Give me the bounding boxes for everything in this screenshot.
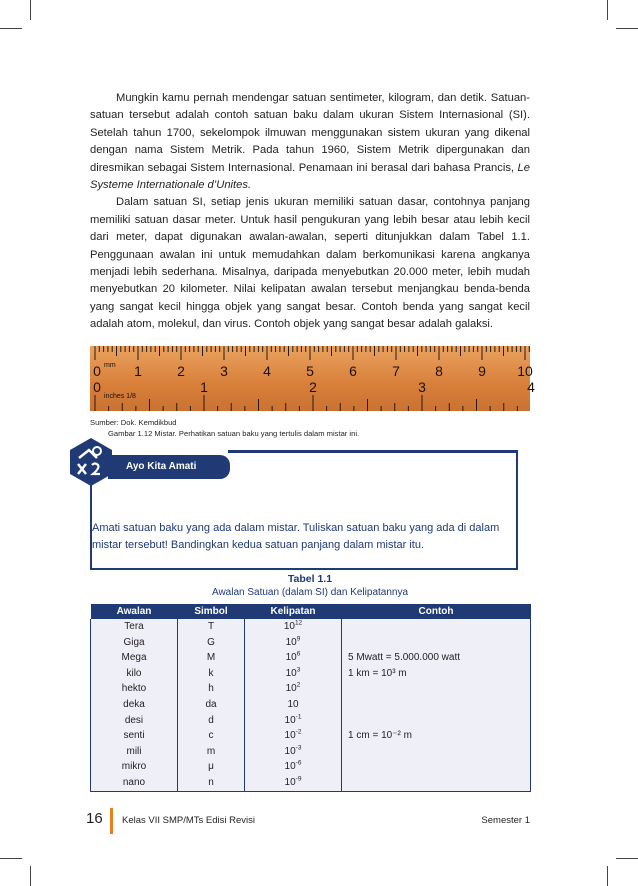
cm-label: 10 bbox=[517, 363, 533, 379]
header-awalan: Awalan bbox=[91, 604, 178, 619]
cell-prefix: senti bbox=[91, 728, 178, 744]
cell-multiple bbox=[245, 681, 342, 697]
multiple-base: 10 bbox=[285, 636, 297, 648]
table-header-row bbox=[91, 604, 531, 619]
cell-prefix: Giga bbox=[91, 635, 178, 651]
cell-example bbox=[342, 697, 531, 713]
cm-label: 6 bbox=[349, 363, 357, 379]
multiple-exponent: 2 bbox=[296, 682, 301, 690]
table-row bbox=[91, 744, 531, 760]
cm-label: 3 bbox=[220, 363, 228, 379]
multiple-exponent: 3 bbox=[296, 666, 301, 674]
book-title: Kelas VII SMP/MTs Edisi Revisi bbox=[122, 815, 256, 826]
table-row bbox=[91, 619, 531, 635]
inch-label: 3 bbox=[418, 379, 426, 395]
table-row bbox=[91, 697, 531, 713]
mm-unit-label: mm bbox=[104, 362, 116, 369]
cm-label: 8 bbox=[435, 363, 443, 379]
cell-prefix: Mega bbox=[91, 650, 178, 666]
cell-example: 5 Mwatt = 5.000.000 watt bbox=[342, 650, 531, 666]
cm-label: 0 bbox=[93, 363, 101, 379]
cm-label: 2 bbox=[177, 363, 185, 379]
page-number: 16 bbox=[86, 810, 103, 827]
paragraph-1 bbox=[90, 90, 530, 194]
cell-prefix: deka bbox=[91, 697, 178, 713]
paragraph-2: Dalam satuan SI, setiap jenis ukuran memiliki satuan dasar, contohnya panjang memiliki satuan dasar meter. Untuk hasil pengukuran yang lebih besar atau lebih kecil dari meter, dapat digunakan awalan-awalan, seperti ditunjukkan dalam Tabel 1.1. Penggunaan awalan ini untuk memudahkan dalam berkomunikasi karena angkanya menjadi lebih sederhana. Misalnya, daripada menyebutkan 20.000 meter, lebih mudah menyebutkan 20 kilometer. Nilai kelipatan awalan tersebut menjangkau benda-benda yang sangat kecil hingga objek yang sangat besar. Contoh benda yang sangat kecil adalah atom, molekul, dan virus. Contoh objek yang sangat besar adalah galaksi. bbox=[90, 196, 530, 331]
cell-multiple bbox=[245, 728, 342, 744]
crop-mark bbox=[0, 858, 22, 859]
cell-symbol: μ bbox=[178, 759, 245, 775]
multiple-base: 10 bbox=[283, 621, 295, 632]
table-row bbox=[91, 775, 531, 791]
crop-mark bbox=[616, 28, 638, 29]
magnifier-pencil-icon bbox=[67, 436, 115, 488]
inch-label: 2 bbox=[309, 379, 317, 395]
activity-text: Amati satuan baku yang ada dalam mistar. Tuliskan satuan baku yang ada di dalam mistar tersebut! Bandingkan kedua satuan panjang dalam mistar itu. bbox=[92, 522, 500, 551]
crop-mark bbox=[607, 0, 608, 20]
cell-symbol: n bbox=[178, 775, 245, 791]
multiple-base: 10 bbox=[285, 683, 297, 695]
multiple-base: 10 bbox=[284, 761, 296, 773]
cell-prefix: mikro bbox=[91, 759, 178, 775]
cell-multiple bbox=[245, 759, 342, 775]
cell-multiple bbox=[245, 744, 342, 760]
cm-label: 7 bbox=[392, 363, 400, 379]
cell-example bbox=[342, 619, 531, 635]
cm-label: 1 bbox=[134, 363, 142, 379]
cell-prefix: mili bbox=[91, 744, 178, 760]
cell-prefix: Tera bbox=[91, 619, 178, 635]
cell-prefix: nano bbox=[91, 775, 178, 791]
cell-symbol: M bbox=[178, 650, 245, 666]
cell-example: 1 km = 10³ m bbox=[342, 666, 531, 682]
cell-example bbox=[342, 713, 531, 729]
cell-prefix: kilo bbox=[91, 666, 178, 682]
body-text bbox=[90, 90, 530, 334]
crop-mark bbox=[616, 858, 638, 859]
table-row bbox=[91, 635, 531, 651]
footer-divider bbox=[110, 808, 113, 834]
cell-multiple bbox=[245, 697, 342, 713]
cell-example bbox=[342, 759, 531, 775]
multiple-exponent: 12 bbox=[294, 619, 303, 627]
ruler-photo bbox=[90, 346, 535, 411]
multiple-base: 10 bbox=[284, 714, 296, 726]
header-kelipatan: Kelipatan bbox=[245, 604, 342, 619]
multiple-exponent: -6 bbox=[295, 760, 302, 768]
cell-multiple bbox=[245, 713, 342, 729]
figure-source: Sumber: Dok. Kemdikbud bbox=[90, 418, 177, 427]
cell-symbol: T bbox=[178, 619, 245, 635]
crop-mark bbox=[30, 866, 31, 886]
cell-example bbox=[342, 744, 531, 760]
cell-multiple bbox=[245, 775, 342, 791]
cell-symbol: k bbox=[178, 666, 245, 682]
paragraph-1-text: Mungkin kamu pernah mendengar satuan sentimeter, kilogram, dan detik. Satuan-satuan tersebut adalah contoh satuan baku dalam ukuran Sistem Internasional (SI). Setelah tahun 1700, sekelompok ilmuwan menggunakan sistem ukuran yang dikenal dengan nama Sistem Metrik. Pada tahun 1960, Sistem Metrik dipergunakan dan diresmikan sebagai Sistem Internasional. Penamaan ini berasal dari bahasa Prancis, bbox=[90, 92, 530, 174]
multiple-exponent: -9 bbox=[295, 775, 302, 783]
cell-symbol: h bbox=[178, 681, 245, 697]
cell-symbol: G bbox=[178, 635, 245, 651]
paragraph-1-italic: Le Systeme Internationale d’Unites. bbox=[90, 161, 530, 192]
table-title: Awalan Satuan (dalam SI) dan Kelipatannya bbox=[211, 587, 409, 598]
activity-box-top-border bbox=[228, 450, 516, 453]
figure-caption: Gambar 1.12 Mistar. Perhatikan satuan baku yang tertulis dalam mistar ini. bbox=[108, 429, 360, 438]
crop-mark bbox=[607, 866, 608, 886]
table-row bbox=[91, 728, 531, 744]
inch-label: 1 bbox=[200, 379, 208, 395]
activity-tab: Ayo Kita Amati bbox=[108, 455, 230, 479]
crop-mark bbox=[30, 0, 31, 20]
cell-example bbox=[342, 635, 531, 651]
cell-symbol: c bbox=[178, 728, 245, 744]
multiple-base: 10 bbox=[284, 776, 296, 788]
cell-symbol: m bbox=[178, 744, 245, 760]
inch-label: 4 bbox=[527, 379, 535, 395]
cell-prefix: desi bbox=[91, 713, 178, 729]
table-row bbox=[91, 650, 531, 666]
cell-symbol: d bbox=[178, 713, 245, 729]
cell-multiple bbox=[245, 619, 342, 635]
multiple-exponent: -2 bbox=[295, 728, 302, 736]
inch-unit-label: inches 1/8 bbox=[104, 393, 136, 400]
multiple-base: 10 bbox=[287, 698, 299, 710]
semester-label: Semester 1 bbox=[481, 815, 530, 826]
cell-example bbox=[342, 775, 531, 791]
cell-example bbox=[342, 681, 531, 697]
multiple-exponent: -3 bbox=[295, 744, 302, 752]
table-row bbox=[91, 681, 531, 697]
cell-prefix: hekto bbox=[91, 681, 178, 697]
ruler-drawing bbox=[90, 346, 535, 411]
table-row bbox=[91, 713, 531, 729]
prefix-table bbox=[90, 604, 531, 792]
cell-multiple bbox=[245, 635, 342, 651]
table-row bbox=[91, 666, 531, 682]
multiple-base: 10 bbox=[285, 667, 297, 679]
header-contoh: Contoh bbox=[342, 604, 531, 619]
cell-symbol: da bbox=[178, 697, 245, 713]
table-number: Tabel 1.1 bbox=[287, 573, 333, 585]
multiple-exponent: 6 bbox=[296, 650, 301, 658]
cm-label: 4 bbox=[263, 363, 271, 379]
header-simbol: Simbol bbox=[178, 604, 245, 619]
cm-label: 9 bbox=[478, 363, 486, 379]
multiple-exponent: -1 bbox=[295, 713, 302, 721]
multiple-base: 10 bbox=[285, 652, 297, 664]
inch-label: 0 bbox=[93, 379, 101, 395]
cm-label: 5 bbox=[306, 363, 314, 379]
cell-multiple bbox=[245, 666, 342, 682]
multiple-base: 10 bbox=[284, 745, 296, 757]
cell-multiple bbox=[245, 650, 342, 666]
multiple-base: 10 bbox=[284, 730, 296, 742]
crop-mark bbox=[0, 28, 22, 29]
cell-example: 1 cm = 10⁻² m bbox=[342, 728, 531, 744]
table-row bbox=[91, 759, 531, 775]
multiple-exponent: 9 bbox=[296, 635, 301, 643]
